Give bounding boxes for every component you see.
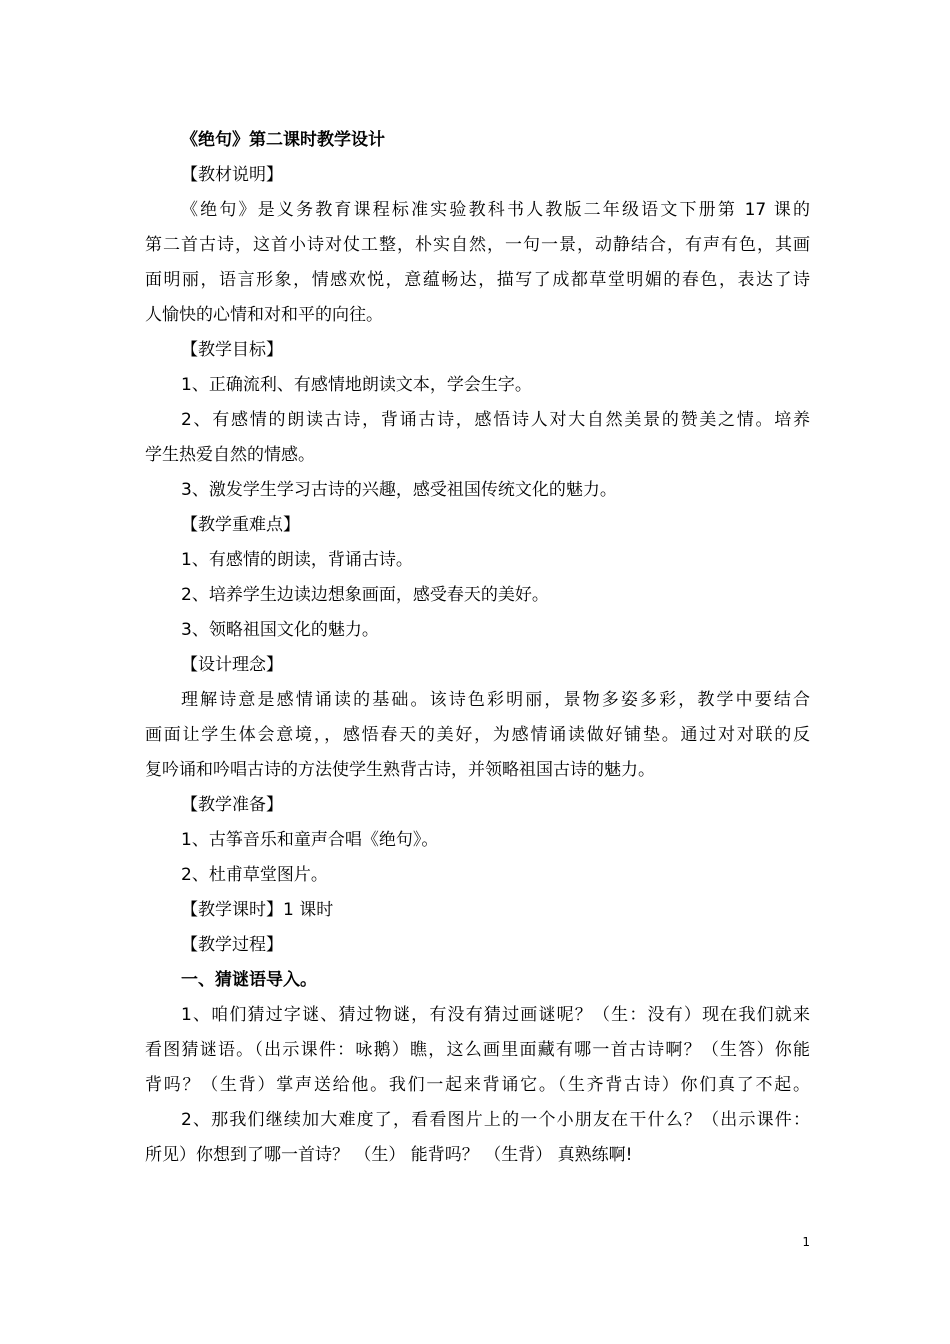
page-number: 1 [802, 1235, 810, 1249]
materials-line-2: 第二首古诗，这首小诗对仗工整，朴实自然，一句一景，动静结合，有声有色，其画 [145, 235, 810, 255]
section-heading-process: 【教学过程】 [181, 935, 283, 955]
concept-line-2: 画面让学生体会意境，，感悟春天的美好，为感情诵读做好铺垫。通过对对联的反 [145, 725, 810, 745]
materials-line-1: 《绝句》是义务教育课程标准实验教科书人教版二年级语文下册第 17 课的 [181, 200, 810, 220]
section-heading-goals: 【教学目标】 [181, 340, 283, 360]
section-heading-concept: 【设计理念】 [181, 655, 283, 675]
concept-line-1: 理解诗意是感情诵读的基础。该诗色彩明丽，景物多姿多彩，教学中要结合 [181, 690, 810, 710]
prep-item-2: 2、杜甫草堂图片。 [181, 865, 328, 885]
goal-item-2-line-2: 学生热爱自然的情感。 [145, 445, 315, 465]
prep-item-1: 1、古筝音乐和童声合唱《绝句》。 [181, 830, 439, 850]
keypoint-item-2: 2、培养学生边读边想象画面，感受春天的美好。 [181, 585, 549, 605]
step1-para2-line-2: 所见）你想到了哪一首诗？ （生） 能背吗？ （生背） 真熟练啊! [145, 1145, 633, 1165]
goal-item-2-line-1: 2、有感情的朗读古诗，背诵古诗，感悟诗人对大自然美景的赞美之情。培养 [181, 410, 810, 430]
document-title: 《绝句》第二课时教学设计 [181, 130, 385, 150]
step1-para1-line-3: 背吗？（生背）掌声送给他。我们一起来背诵它。（生齐背古诗）你们真了不起。 [145, 1075, 810, 1095]
step1-para1-line-1: 1、咱们猜过字谜、猜过物谜，有没有猜过画谜呢？（生：没有）现在我们就来 [181, 1005, 810, 1025]
concept-line-3: 复吟诵和吟唱古诗的方法使学生熟背古诗，并领略祖国古诗的魅力。 [145, 760, 655, 780]
document-body [145, 123, 810, 1173]
materials-line-4: 人愉快的心情和对和平的向往。 [145, 305, 383, 325]
materials-line-3: 面明丽，语言形象，情感欢悦，意蕴畅达，描写了成都草堂明媚的春色，表达了诗 [145, 270, 810, 290]
step1-para2-line-1: 2、那我们继续加大难度了，看看图片上的一个小朋友在干什么？（出示课件： [181, 1110, 810, 1130]
keypoint-item-3: 3、领略祖国文化的魅力。 [181, 620, 379, 640]
section-heading-periods: 【教学课时】1 课时 [181, 900, 334, 920]
goal-item-3: 3、激发学生学习古诗的兴趣，感受祖国传统文化的魅力。 [181, 480, 617, 500]
process-step-1-title: 一、猜谜语导入。 [181, 970, 317, 990]
section-heading-materials: 【教材说明】 [181, 165, 283, 185]
keypoint-item-1: 1、有感情的朗读，背诵古诗。 [181, 550, 413, 570]
section-heading-keypoints: 【教学重难点】 [181, 515, 300, 535]
goal-item-1: 1、正确流利、有感情地朗读文本，学会生字。 [181, 375, 532, 395]
section-heading-prep: 【教学准备】 [181, 795, 283, 815]
step1-para1-line-2: 看图猜谜语。（出示课件：咏鹅）瞧，这么画里面藏有哪一首古诗啊？（生答）你能 [145, 1040, 810, 1060]
